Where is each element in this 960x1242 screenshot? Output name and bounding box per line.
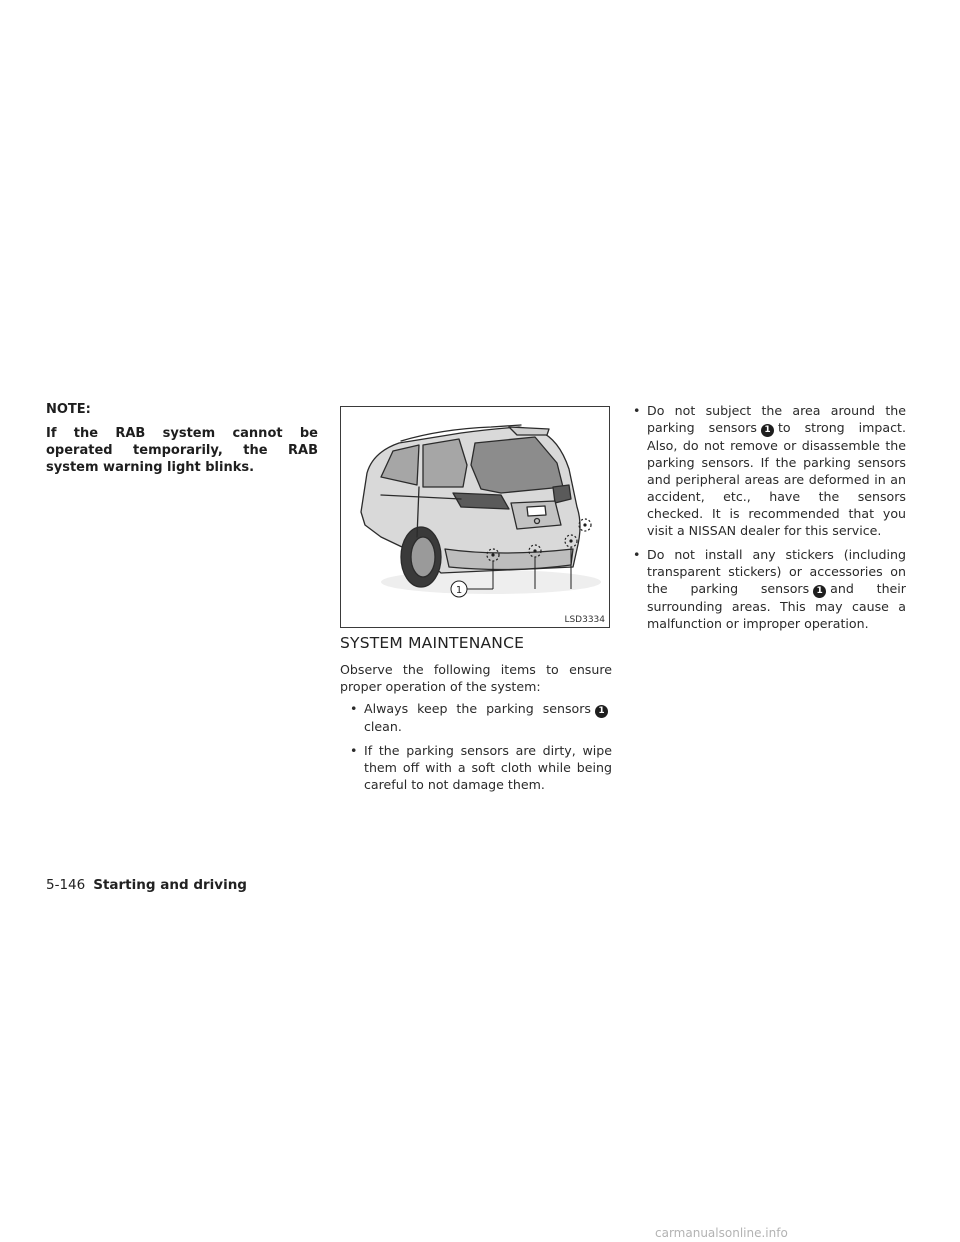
caution-list xyxy=(632,402,906,639)
list-item xyxy=(340,742,612,793)
bullet-icon: • xyxy=(633,403,641,418)
list-item-text: clean. xyxy=(364,719,402,734)
bullet-icon: • xyxy=(350,701,358,716)
callout-badge-1: 1 xyxy=(813,585,826,598)
bullet-icon: • xyxy=(350,743,358,758)
note-body: If the RAB system cannot be operated temporarily, the RAB system warning light blinks. xyxy=(46,426,318,475)
list-item-text: Do not install any stickers (including transparent stickers) or accessories on the parking sensors xyxy=(647,547,906,596)
suv-rear-drawing xyxy=(341,407,609,627)
list-item-text: Do not subject the area around the parking sensors xyxy=(647,403,906,435)
page-number: 5-146 xyxy=(46,877,86,893)
figure-code: LSD3334 xyxy=(564,615,605,625)
vehicle-rear-illustration xyxy=(340,406,610,628)
list-item xyxy=(340,700,612,735)
chapter-title: Starting and driving xyxy=(93,877,247,893)
list-item xyxy=(632,402,906,539)
callout-badge-1: 1 xyxy=(595,705,608,718)
section-title: SYSTEM MAINTENANCE xyxy=(340,634,525,652)
figure-callout: 1 xyxy=(455,585,463,596)
maintenance-list xyxy=(340,700,612,800)
list-item-text: If the parking sensors are dirty, wipe them off with a soft cloth while being careful to not damage them. xyxy=(364,743,612,792)
watermark: carmanualsonline.info xyxy=(655,1226,788,1240)
list-item-text: and their surrounding areas. This may cause a malfunction or improper operation. xyxy=(647,581,906,631)
list-item-text: to strong impact. Also, do not remove or disassemble the parking sensors. If the parking sensors and peripheral areas are deformed in an accident, etc., have the sensors checked. It is recommended that you visit a NISSAN dealer for this service. xyxy=(647,420,906,538)
page-footer xyxy=(46,877,247,893)
callout-badge-1: 1 xyxy=(761,424,774,437)
note-heading: NOTE: xyxy=(46,402,91,417)
section-intro: Observe the following items to ensure proper operation of the system: xyxy=(340,662,612,694)
bullet-icon: • xyxy=(633,547,641,562)
list-item-text: Always keep the parking sensors xyxy=(364,701,591,716)
list-item xyxy=(632,546,906,632)
